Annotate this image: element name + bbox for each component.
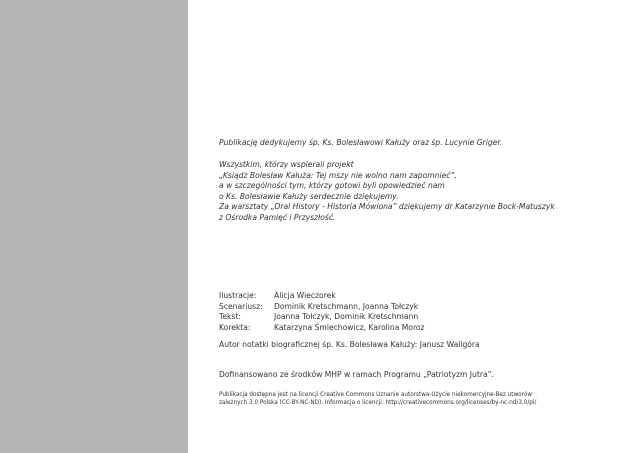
acknowledgement-line: Za warsztaty „Oral History - Historia Mówiona” dziękujemy dr Katarzynie Bock-Matuszyk — [219, 202, 555, 212]
credit-row — [219, 302, 425, 313]
credits-table — [219, 291, 425, 333]
credit-names: Alicja Wieczorek — [274, 291, 336, 300]
dedication-text: Publikację dedykujemy śp. Ks. Bolesławowi Kałuży oraz śp. Lucynie Griger. — [219, 138, 503, 147]
credit-names: Joanna Tołczyk, Dominik Kretschmann — [274, 312, 419, 322]
credit-role: Scenariusz: — [219, 301, 263, 311]
funding-note: Dofinansowano ze środków MHP w ramach Programu „Patriotyzm Jutra”. — [219, 370, 494, 379]
acknowledgement-line: o Ks. Bolesławie Kałuży serdecznie dziękujemy. — [219, 191, 399, 201]
license-line: Publikacja dostępna jest na licencji Creative Commons Uznanie autorstwa-Użycie niekomercyjne-Bez utworów — [219, 392, 532, 398]
credit-row — [219, 291, 425, 302]
colophon-content — [219, 0, 619, 453]
credit-role: Ilustracje: — [219, 291, 257, 300]
biography-author-note: Autor notatki biograficznej śp. Ks. Bolesława Kałuży: Janusz Waligóra — [219, 340, 480, 349]
credit-names: Dominik Kretschmann, Joanna Tołczyk — [274, 301, 419, 311]
acknowledgement-line: „Ksiądz Bolesław Kałuża: Tej mszy nie wolno nam zapomnieć”, — [219, 170, 457, 180]
credit-row — [219, 323, 425, 334]
acknowledgements — [219, 160, 555, 224]
license-line: zależnych 3.0 Polska (CC-BY-NC-ND). Informacja o licencji: http://creativecommons.org/licenses/by-nc-nd/3.0/pl/ — [219, 400, 537, 407]
side-panel — [0, 0, 188, 453]
acknowledgement-line: Wszystkim, którzy wspierali projekt — [219, 160, 354, 169]
credit-role: Korekta: — [219, 322, 251, 332]
acknowledgement-line: z Ośrodka Pamięć i Przyszłość. — [219, 212, 336, 222]
credit-role: Tekst: — [219, 312, 241, 322]
acknowledgement-line: a w szczególności tym, którzy gotowi byli opowiedzieć nam — [219, 181, 445, 191]
credit-row — [219, 312, 425, 323]
license-note — [219, 391, 536, 407]
credit-names: Katarzyna Śmiechowicz, Karolina Moroz — [274, 322, 425, 332]
